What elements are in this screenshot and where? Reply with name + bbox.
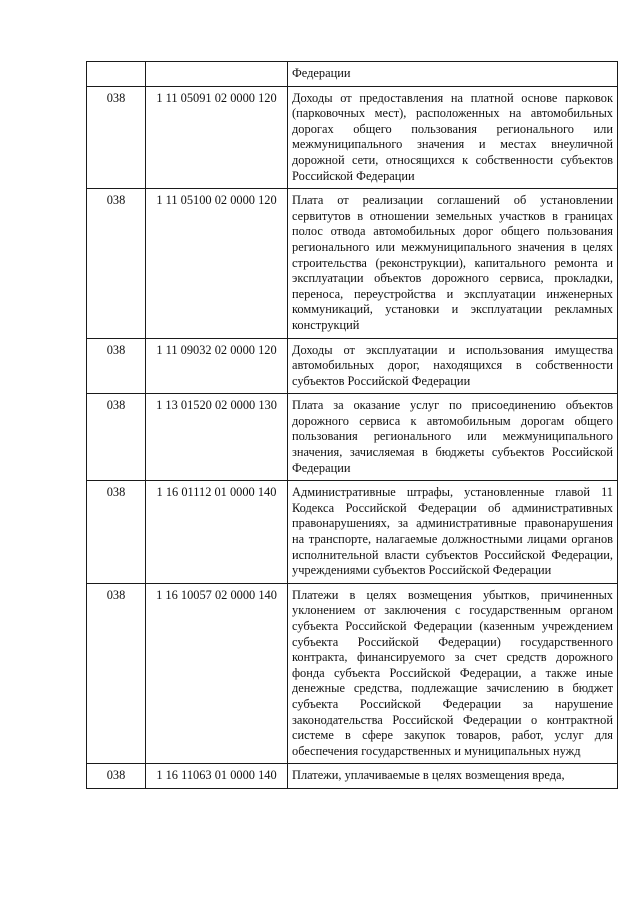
revenue-code-cell: 1 16 01112 01 0000 140 — [146, 481, 288, 584]
revenue-codes-table — [86, 61, 618, 789]
admin-code-cell: 038 — [87, 338, 146, 394]
admin-code-cell: 038 — [87, 764, 146, 789]
table-row — [87, 338, 618, 394]
table-row — [87, 764, 618, 789]
revenue-name-cell: Плата от реализации соглашений об установлении сервитутов в отношении земельных участков в границах полос отвода автомобильных дорог общего пользования регионального или межмуниципального значения в целях строительства (реконструкции), капитального ремонта и эксплуатации объектов дорожного сервиса, прокладки, переноса, переустройства и эксплуатации инженерных коммуникаций, установки и эксплуатации рекламных конструкций — [288, 189, 618, 338]
table-row — [87, 583, 618, 764]
admin-code-cell: 038 — [87, 86, 146, 189]
revenue-name-cell: Платежи, уплачиваемые в целях возмещения вреда, — [288, 764, 618, 789]
revenue-name-cell: Плата за оказание услуг по присоединению объектов дорожного сервиса к автомобильным дорогам общего пользования регионального или межмуниципального значения, зачисляемая в бюджеты субъектов Российской Федерации — [288, 394, 618, 481]
table-row — [87, 86, 618, 189]
revenue-name-cell: Доходы от предоставления на платной основе парковок (парковочных мест), расположенных на автомобильных дорогах общего пользования регионального или межмуниципального значения и местах внеуличной дорожной сети, относящихся к собственности субъектов Российской Федерации — [288, 86, 618, 189]
table-row — [87, 189, 618, 338]
table-row — [87, 62, 618, 87]
table-row — [87, 481, 618, 584]
revenue-name-cell: Платежи в целях возмещения убытков, причиненных уклонением от заключения с государственным органом субъекта Российской Федерации (казенным учреждением субъекта Российской Федерации) государственного контракта, финансируемого за счет средств дорожного фонда субъекта Российской Федерации, а также иные денежные средства, подлежащие зачислению в бюджет субъекта Российской Федерации за нарушение законодательства Российской Федерации о контрактной системе в сфере закупок товаров, работ, услуг для обеспечения государственных и муниципальных нужд — [288, 583, 618, 764]
admin-code-cell — [87, 62, 146, 87]
revenue-code-cell: 1 11 09032 02 0000 120 — [146, 338, 288, 394]
admin-code-cell: 038 — [87, 394, 146, 481]
revenue-code-cell: 1 16 11063 01 0000 140 — [146, 764, 288, 789]
admin-code-cell: 038 — [87, 189, 146, 338]
revenue-code-cell: 1 16 10057 02 0000 140 — [146, 583, 288, 764]
revenue-code-cell: 1 11 05100 02 0000 120 — [146, 189, 288, 338]
table-row — [87, 394, 618, 481]
revenue-name-cell: Административные штрафы, установленные главой 11 Кодекса Российской Федерации об административных правонарушениях, за административные правонарушения на транспорте, налагаемые должностными лицами органов исполнительной власти субъектов Российской Федерации, учреждениями субъектов Российской Федерации — [288, 481, 618, 584]
admin-code-cell: 038 — [87, 481, 146, 584]
revenue-name-cell: Федерации — [288, 62, 618, 87]
admin-code-cell: 038 — [87, 583, 146, 764]
revenue-code-cell: 1 13 01520 02 0000 130 — [146, 394, 288, 481]
revenue-name-cell: Доходы от эксплуатации и использования имущества автомобильных дорог, находящихся в собственности субъектов Российской Федерации — [288, 338, 618, 394]
revenue-code-cell — [146, 62, 288, 87]
revenue-code-cell: 1 11 05091 02 0000 120 — [146, 86, 288, 189]
